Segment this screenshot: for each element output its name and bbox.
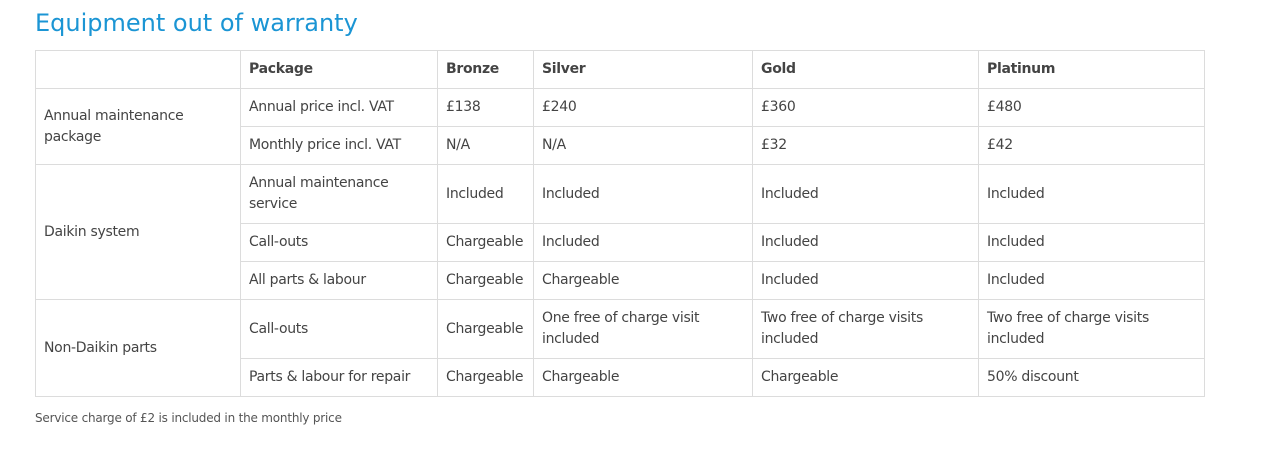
bronze-cell: N/A (438, 127, 534, 165)
header-platinum: Platinum (979, 51, 1205, 89)
platinum-cell: Included (979, 224, 1205, 262)
table-row (36, 165, 1205, 224)
group-label: Non-Daikin parts (36, 300, 241, 397)
platinum-cell: Included (979, 165, 1205, 224)
header-package: Package (241, 51, 438, 89)
silver-cell: Chargeable (534, 359, 753, 397)
row-item-label: All parts & labour (241, 262, 438, 300)
silver-cell: Chargeable (534, 262, 753, 300)
page-title: Equipment out of warranty (35, 9, 358, 37)
row-item-label: Call-outs (241, 300, 438, 359)
header-silver: Silver (534, 51, 753, 89)
group-label: Annual maintenance package (36, 89, 241, 165)
pricing-table (35, 50, 1205, 397)
bronze-cell: Chargeable (438, 262, 534, 300)
gold-cell: Two free of charge visits included (753, 300, 979, 359)
bronze-cell: Chargeable (438, 359, 534, 397)
bronze-cell: Chargeable (438, 300, 534, 359)
gold-cell: Chargeable (753, 359, 979, 397)
gold-cell: Included (753, 165, 979, 224)
row-item-label: Annual price incl. VAT (241, 89, 438, 127)
row-item-label: Parts & labour for repair (241, 359, 438, 397)
bronze-cell: Included (438, 165, 534, 224)
gold-cell: Included (753, 224, 979, 262)
silver-cell: One free of charge visit included (534, 300, 753, 359)
group-label: Daikin system (36, 165, 241, 300)
table-header-row (36, 51, 1205, 89)
gold-cell: £32 (753, 127, 979, 165)
header-gold: Gold (753, 51, 979, 89)
table-row (36, 300, 1205, 359)
silver-cell: £240 (534, 89, 753, 127)
platinum-cell: 50% discount (979, 359, 1205, 397)
table-row (36, 89, 1205, 127)
pricing-table-container (35, 50, 1204, 397)
bronze-cell: Chargeable (438, 224, 534, 262)
bronze-cell: £138 (438, 89, 534, 127)
silver-cell: Included (534, 165, 753, 224)
platinum-cell: £42 (979, 127, 1205, 165)
silver-cell: N/A (534, 127, 753, 165)
header-empty-cell (36, 51, 241, 89)
platinum-cell: Two free of charge visits included (979, 300, 1205, 359)
gold-cell: £360 (753, 89, 979, 127)
gold-cell: Included (753, 262, 979, 300)
platinum-cell: Included (979, 262, 1205, 300)
header-bronze: Bronze (438, 51, 534, 89)
row-item-label: Annual maintenance service (241, 165, 438, 224)
row-item-label: Call-outs (241, 224, 438, 262)
footnote: Service charge of £2 is included in the monthly price (35, 411, 342, 425)
row-item-label: Monthly price incl. VAT (241, 127, 438, 165)
platinum-cell: £480 (979, 89, 1205, 127)
silver-cell: Included (534, 224, 753, 262)
